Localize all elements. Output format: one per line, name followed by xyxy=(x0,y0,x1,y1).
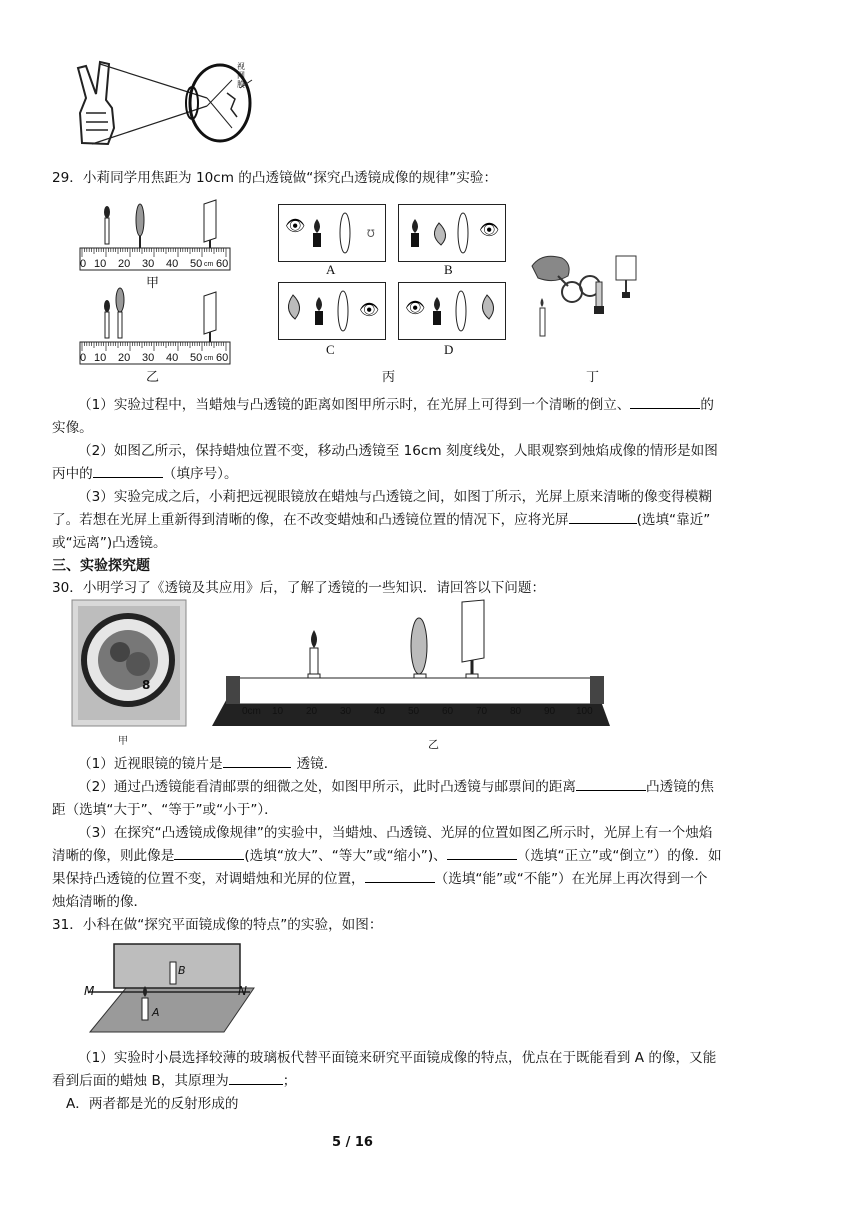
q29-fig-ding xyxy=(528,246,648,386)
q29-fig-bing xyxy=(278,204,508,384)
q30-p2 xyxy=(78,775,714,800)
q29-p1-cont: 实像。 xyxy=(52,420,93,436)
q29-fig-jia xyxy=(78,198,238,288)
stamp-digit: 8 xyxy=(142,678,151,692)
ruler-tick-label: 20 xyxy=(118,258,131,270)
q31-figure xyxy=(74,940,264,1036)
svg-text:℧: ℧ xyxy=(367,229,375,240)
ruler-tick-label: 20 xyxy=(118,352,131,364)
q30-p3-text: 清晰的像，则此像是 xyxy=(52,848,175,864)
q30-p1-tail: 透镜． xyxy=(296,756,338,772)
q31-p1: （1）实验时小晨选择较薄的玻璃板代替平面镜来研究平面镜成像的特点，优点在于既能看到 A 的像，又能 xyxy=(78,1050,717,1066)
hand-eye-figure xyxy=(72,58,272,150)
bench-tick-label: 50 xyxy=(408,706,420,717)
fig-label-yi-30: 乙 xyxy=(428,738,439,751)
q30-p3-cont2 xyxy=(52,867,708,892)
q30-fig-yi xyxy=(210,596,620,756)
q30-p3-mid: (选填“放大”、“等大”或“缩小”)、 xyxy=(244,848,447,864)
page-number: 5 / 16 xyxy=(332,1135,373,1150)
q29-p1-text: （1）实验过程中，当蜡烛与凸透镜的距离如图甲所示时，在光屏上可得到一个清晰的倒立、 xyxy=(78,397,631,413)
q30-p2-tail: 凸透镜的焦 xyxy=(646,779,714,795)
q29-fig-yi xyxy=(78,286,238,382)
q29-p2-blank[interactable] xyxy=(93,463,163,478)
q30-p2-cont: 距（选填“大于”、“等于”或“小于”）． xyxy=(52,802,278,818)
ruler-tick-label: 40 xyxy=(166,352,179,364)
ruler-tick-label: 40 xyxy=(166,258,179,270)
fig-label-yi: 乙 xyxy=(146,369,160,384)
q30-p1-text: （1）近视眼镜的镜片是 xyxy=(78,756,223,772)
fig-label-ding: 丁 xyxy=(586,369,600,384)
ruler-tick-label: 10 xyxy=(94,352,107,364)
ruler-tick-label: 0 xyxy=(80,258,87,270)
svg-text:👁: 👁 xyxy=(479,222,500,239)
label-a: A xyxy=(152,1006,160,1019)
label-n: N xyxy=(238,984,247,998)
bench-tick-label: 20 xyxy=(306,706,318,717)
q29-p1-blank[interactable] xyxy=(630,394,700,409)
svg-text:👁: 👁 xyxy=(359,302,380,319)
section-title: 三、实验探究题 xyxy=(52,558,150,574)
ruler-tick-label: cm xyxy=(204,355,214,362)
ruler-tick-label: 60 xyxy=(216,258,229,270)
q29-p3-cont xyxy=(52,508,710,533)
q30-fig-jia xyxy=(70,598,190,748)
bench-tick-label: 70 xyxy=(476,706,488,717)
q29-p3-blank[interactable] xyxy=(569,509,637,524)
bench-tick-label: 80 xyxy=(510,706,522,717)
q30-p3-text2: 果保持凸透镜的位置不变，对调蜡烛和光屏的位置， xyxy=(52,871,365,887)
bench-tick-label: 0cm xyxy=(242,706,261,717)
q31-p1-text: 看到后面的蜡烛 B，其原理为 xyxy=(52,1073,229,1089)
ruler-tick-label: cm xyxy=(204,261,214,268)
option-d-label: D xyxy=(444,342,454,357)
q29-p3: （3）实验完成之后，小莉把远视眼镜放在蜡烛与凸透镜之间，如图丁所示，光屏上原来清晰的像变得模糊 xyxy=(78,489,712,505)
q29-p2-cont xyxy=(52,462,238,487)
q30-p3-cont xyxy=(52,844,722,869)
ruler-tick-label: 50 xyxy=(190,258,203,270)
q30-p1 xyxy=(78,752,337,777)
ruler-tick-label: 50 xyxy=(190,352,203,364)
q31-option-a: A．两者都是光的反射形成的 xyxy=(66,1096,239,1112)
q30-p3: （3）在探究“凸透镜成像规律”的实验中，当蜡烛、凸透镜、光屏的位置如图乙所示时，光屏上有一个烛焰 xyxy=(78,825,713,841)
q30-p3-tail2: （选填“能”或“不能”）在光屏上再次得到一个 xyxy=(434,871,708,887)
svg-text:👁: 👁 xyxy=(405,300,426,317)
bench-ruler-labels xyxy=(238,706,608,720)
fig-label-jia: 甲 xyxy=(146,275,160,290)
q30-p1-blank[interactable] xyxy=(223,753,291,768)
bench-tick-label: 30 xyxy=(340,706,352,717)
option-c-panel xyxy=(278,282,386,340)
q30-p3-blank2[interactable] xyxy=(447,845,517,860)
q29-p2: （2）如图乙所示，保持蜡烛位置不变，移动凸透镜至 16cm 刻度线处，人眼观察到烛焰成像的情形是如图 xyxy=(78,443,718,459)
ruler-tick-label: 30 xyxy=(142,258,155,270)
q29-p3-text: 了。若想在光屏上重新得到清晰的像，在不改变蜡烛和凸透镜位置的情况下，应将光屏 xyxy=(52,512,569,528)
q29-stem: 29．小莉同学用焦距为 10cm 的凸透镜做“探究凸透镜成像的规律”实验： xyxy=(52,170,498,186)
bench-tick-label: 90 xyxy=(544,706,556,717)
ruler-yi-labels xyxy=(80,352,232,366)
q29-p2-tail: （填序号）。 xyxy=(162,466,238,482)
q29-p2-text: 丙中的 xyxy=(52,466,93,482)
option-a-panel xyxy=(278,204,386,262)
q31-p1-tail: ； xyxy=(282,1073,297,1089)
q29-p3-end: 或“远离”)凸透镜。 xyxy=(52,535,167,551)
bench-tick-label: 10 xyxy=(272,706,284,717)
bench-tick-label: 40 xyxy=(374,706,386,717)
ruler-tick-label: 60 xyxy=(216,352,229,364)
option-b-label: B xyxy=(444,262,453,277)
fig-label-bing: 丙 xyxy=(382,369,396,384)
label-m: M xyxy=(84,984,95,998)
q31-p1-blank[interactable] xyxy=(229,1070,283,1085)
q30-stem: 30．小明学习了《透镜及其应用》后，了解了透镜的一些知识．请回答以下问题： xyxy=(52,580,546,596)
q31-p1-cont xyxy=(52,1069,296,1094)
q30-p3-blank3[interactable] xyxy=(365,868,435,883)
option-d-panel xyxy=(398,282,506,340)
ruler-tick-label: 30 xyxy=(142,352,155,364)
q30-p3-end: 烛焰清晰的像． xyxy=(52,894,148,910)
q29-p1 xyxy=(78,393,714,418)
ruler-tick-label: 0 xyxy=(80,352,87,364)
retina-label: 视网膜 xyxy=(237,62,245,89)
bench-tick-label: 100 xyxy=(576,706,593,717)
option-c-label: C xyxy=(326,342,335,357)
q30-p2-text: （2）通过凸透镜能看清邮票的细微之处，如图甲所示，此时凸透镜与邮票间的距离 xyxy=(78,779,577,795)
q29-p1-tail: 的 xyxy=(700,397,714,413)
q31-stem: 31．小科在做“探究平面镜成像的特点”的实验，如图： xyxy=(52,917,383,933)
q30-p3-blank1[interactable] xyxy=(174,845,244,860)
q30-p2-blank[interactable] xyxy=(576,776,646,791)
bench-tick-label: 60 xyxy=(442,706,454,717)
svg-text:👁: 👁 xyxy=(285,218,306,235)
fig-label-jia-30: 甲 xyxy=(118,736,128,747)
q29-p3-tail: (选填“靠近” xyxy=(636,512,711,528)
q30-p3-tail: （选填“正立”或“倒立”）的像．如 xyxy=(516,848,722,864)
option-a-label: A xyxy=(326,262,336,277)
option-b-panel xyxy=(398,204,506,262)
label-b: B xyxy=(178,964,186,977)
ruler-jia-labels xyxy=(80,258,232,272)
ruler-tick-label: 10 xyxy=(94,258,107,270)
